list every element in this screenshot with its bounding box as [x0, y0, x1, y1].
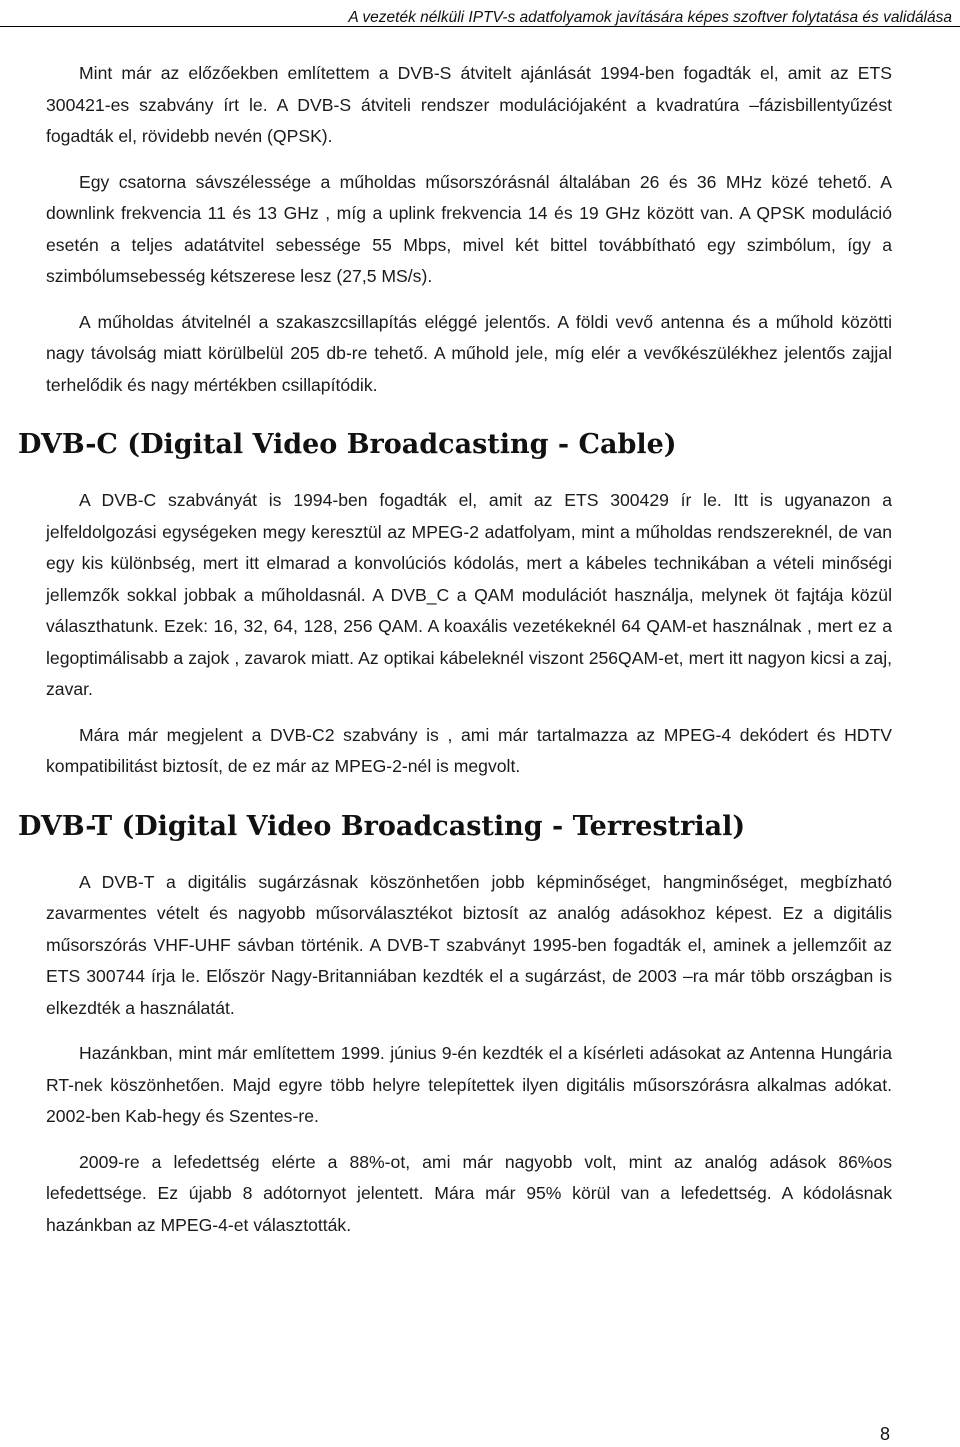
running-header-title: A vezeték nélküli IPTV-s adatfolyamok javítására képes szoftver folytatása és validálása [348, 9, 952, 26]
dvb-c-paragraph-2: Mára már megjelent a DVB-C2 szabvány is , ami már tartalmazza az MPEG-4 dekódert és HDTV kompatibilitást biztosít, de ez már az MPEG-2-nél is megvolt. [46, 724, 892, 776]
dvb-t-paragraph-2: Hazánkban, mint már említettem 1999. június 9-én kezdték el a kísérleti adásokat az Antenna Hungária RT-nek köszönhetően. Majd egyre több helyre telepítettek ilyen digitális műsorszórásra alkalmas adókat. 2002-ben Kab-hegy és Szentes-re. [46, 1043, 892, 1126]
intro-paragraph-1: Mint már az előzőekben említettem a DVB-S átvitelt ajánlását 1994-ben fogadták el, amit az ETS 300421-es szabvány írt le. A DVB-S átviteli rendszer modulációjaként a kvadratúra –fázisbillentyűzést fogadták el, rövidebb nevén (QPSK). [46, 63, 892, 146]
dvb-c-paragraph-1: A DVB-C szabványát is 1994-ben fogadták el, amit az ETS 300429 ír le. Itt is ugyanazon a jelfeldolgozási egységeken megy keresztül az MPEG-2 adatfolyam, mint a műholdas rendszereknél, de van egy kis különbség, mert itt elmarad a konvolúciós kódolás, mert a kábeles technikában a vételi minőségi jellemzők sokkal jobbak a műholdasnál. A DVB_C a QAM modulációt használja, melynek öt fajtája közül választhatunk. Ezek: 16, 32, 64, 128, 256 QAM. A koaxális vezetékeknél 64 QAM-et használnak , mert ez a legoptimálisabb a zajok , zavarok miatt. Az optikai kábeleknél viszont 256QAM-et, mert itt nagyon kicsi a zaj, zavar. [46, 490, 892, 699]
dvb-t-paragraph-3: 2009-re a lefedettség elérte a 88%-ot, ami már nagyobb volt, mint az analóg adások 86%os lefedettsége. Ez újabb 8 adótornyot jelentett. Mára már 95% körül van a lefedettség. A kódolásnak hazánkban az MPEG-4-et választották. [46, 1151, 892, 1235]
page-content [18, 58, 892, 1241]
intro-paragraph-2: Egy csatorna sávszélessége a műholdas műsorszórásnál általában 26 és 36 MHz közé tehető. A downlink frekvencia 11 és 13 GHz , míg a uplink frekvencia 14 és 19 GHz között van. A QPSK moduláció esetén a teljes adatátvitel sebessége 55 Mbps, mivel két bittel továbbítható egy szimbólum, így a szimbólumsebesség kétszerese lesz (27,5 MS/s). [46, 171, 892, 286]
dvb-t-paragraph-1: A DVB-T a digitális sugárzásnak köszönhetően jobb képminőséget, hangminőséget, megbízható zavarmentes vételt és nagyobb műsorválasztékot biztosít az analóg adásokhoz képest. Ez a digitális műsorszórás VHF-UHF sávban történik. A DVB-T szabványt 1995-ben fogadták el, aminek a jellemzőit az ETS 300744 írja le. Először Nagy-Britanniában kezdték el a sugárzást, de 2003 –ra már több országban is elkezdték a használatát. [46, 871, 892, 1018]
page-number: 8 [879, 1424, 890, 1444]
section-heading-dvb-t: DVB-T (Digital Video Broadcasting - Terrestrial) [18, 810, 746, 842]
section-heading-dvb-c: DVB-C (Digital Video Broadcasting - Cable) [18, 429, 677, 460]
header-rule [0, 26, 960, 27]
intro-paragraph-3: A műholdas átvitelnél a szakaszcsillapítás eléggé jelentős. A földi vevő antenna és a műhold közötti nagy távolság miatt körülbelül 205 db-re tehető. A műhold jele, míg elér a vevőkészülékhez jelentős zajjal terhelődik és nagy mértékben csillapítódik. [46, 311, 892, 395]
